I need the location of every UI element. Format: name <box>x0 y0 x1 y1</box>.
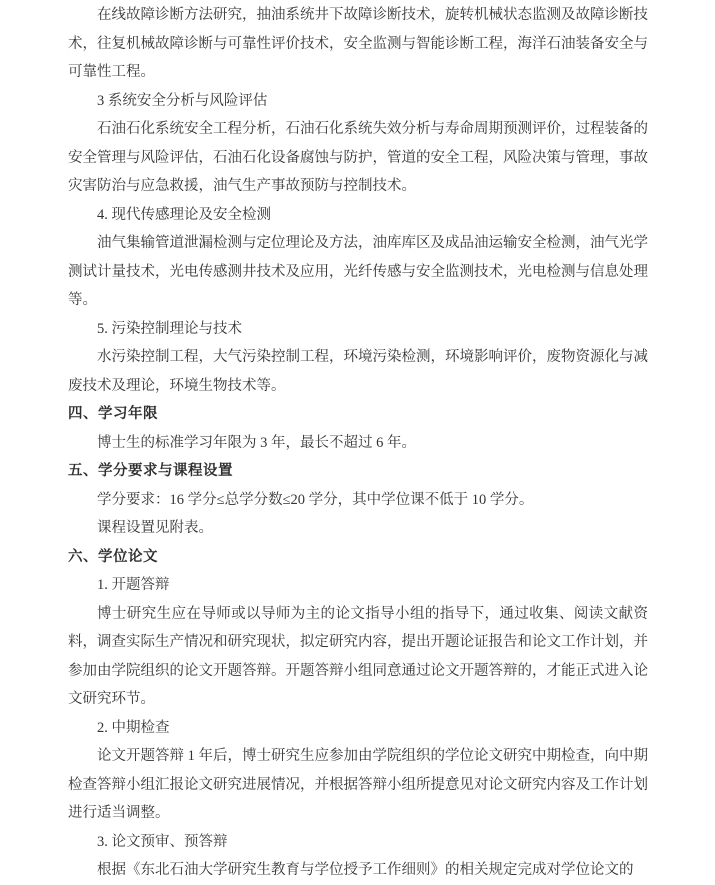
body-paragraph: 根据《东北石油大学研究生教育与学位授予工作细则》的相关规定完成对学位论文的 <box>97 862 634 878</box>
section-heading: 四、学习年限 <box>68 406 158 422</box>
numbered-subitem: 3 系统安全分析与风险评估 <box>97 92 268 109</box>
body-paragraph: 博士生的标准学习年限为 3 年，最长不超过 6 年。 <box>97 434 416 451</box>
numbered-subitem: 2. 中期检查 <box>97 719 170 736</box>
numbered-subitem: 5. 污染控制理论与技术 <box>97 320 242 337</box>
body-paragraph: 石油石化系统安全工程分析，石油石化系统失效分析与寿命周期预测评价，过程装备的安全管理与风险评估，石油石化设备腐蚀与防护，管道的安全工程，风险决策与管理，事故灾害防治与应急救援，油气生产事故预防与控制技术。 <box>68 121 648 194</box>
document-body <box>68 1 648 885</box>
body-paragraph: 学分要求：16 学分≤总学分数≤20 学分，其中学位课不低于 10 学分。 <box>97 491 534 508</box>
body-paragraph: 论文开题答辩 1 年后，博士研究生应参加由学院组织的学位论文研究中期检查，向中期检查答辩小组汇报论文研究进展情况，并根据答辩小组所提意见对论文研究内容及工作计划进行适当调整。 <box>68 748 648 821</box>
numbered-subitem: 4. 现代传感理论及安全检测 <box>97 206 271 223</box>
section-heading: 五、学分要求与课程设置 <box>68 463 233 479</box>
body-paragraph: 油气集输管道泄漏检测与定位理论及方法，油库库区及成品油运输安全检测，油气光学测试计量技术，光电传感测井技术及应用，光纤传感与安全监测技术，光电检测与信息处理等。 <box>68 235 648 308</box>
body-paragraph: 水污染控制工程，大气污染控制工程，环境污染检测，环境影响评价，废物资源化与减废技术及理论，环境生物技术等。 <box>68 349 648 394</box>
numbered-subitem: 3. 论文预审、预答辩 <box>97 833 228 850</box>
body-paragraph: 在线故障诊断方法研究，抽油系统井下故障诊断技术，旋转机械状态监测及故障诊断技术，往复机械故障诊断与可靠性评价技术，安全监测与智能诊断工程，海洋石油装备安全与可靠性工程。 <box>68 7 648 80</box>
section-heading: 六、学位论文 <box>68 548 158 565</box>
body-paragraph: 课程设置见附表。 <box>97 520 213 536</box>
body-paragraph: 博士研究生应在导师或以导师为主的论文指导小组的指导下，通过收集、阅读文献资料，调查实际生产情况和研究现状，拟定研究内容，提出开题论证报告和论文工作计划，并参加由学院组织的论文开题答辩。开题答辩小组同意通过论文开题答辩的，才能正式进入论文研究环节。 <box>68 605 648 707</box>
numbered-subitem: 1. 开题答辩 <box>97 577 170 593</box>
